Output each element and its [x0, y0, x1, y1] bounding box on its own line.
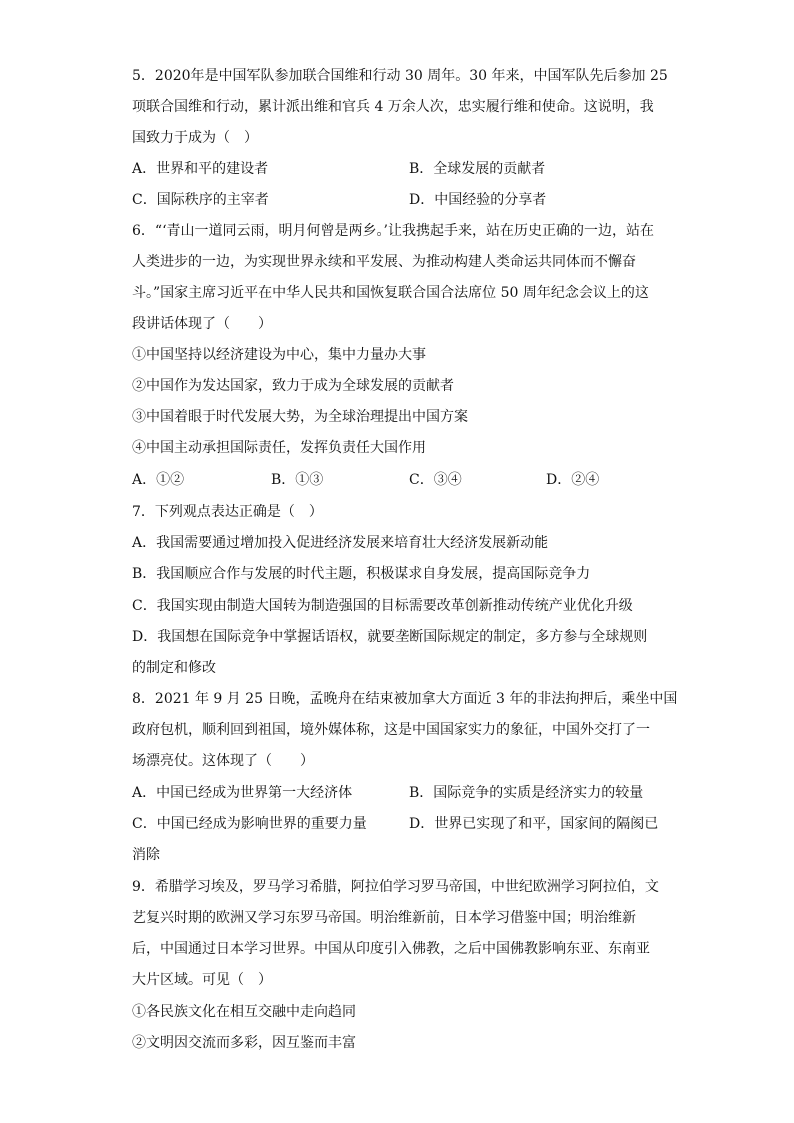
q9-stem-line-4: 大片区域。可见（ ） — [132, 972, 272, 988]
q6-stem-line-2: 人类进步的一边，为实现世界永续和平发展、为推动构建人类命运共同体而不懈奋 — [132, 254, 636, 270]
q8-stem-line-2: 政府包机，顺利回到祖国，境外媒体称，这是中国国家实力的象征，中国外交打了一 — [132, 722, 650, 738]
q9-stem-line-3: 后，中国通过日本学习世界。中国从印度引入佛教，之后中国佛教影响东亚、东南亚 — [132, 941, 650, 957]
q7-option-a: A．我国需要通过增加投入促进经济发展来培育壮大经济发展新动能 — [132, 535, 549, 551]
q5-option-a: A．世界和平的建设者 — [132, 161, 269, 177]
q8-option-a: A．中国已经成为世界第一大经济体 — [132, 785, 353, 801]
q8-stem-line-1: 8．2021 年 9 月 25 日晚，孟晚舟在结束被加拿大方面近 3 年的非法拘押后，乘坐中国 — [132, 691, 678, 707]
q6-option-a: A．①② — [132, 472, 185, 488]
q9-stem-line-2: 艺复兴时期的欧洲又学习东罗马帝国。明治维新前，日本学习借鉴中国；明治维新 — [132, 910, 636, 926]
q6-stem-line-4: 段讲话体现了（ ） — [132, 316, 272, 332]
q7-option-d-continued: 的制定和修改 — [132, 660, 216, 676]
q8-stem-line-3: 场漂亮仗。这体现了（ ） — [132, 753, 314, 769]
q7-option-b: B．我国顺应合作与发展的时代主题，积极谋求自身发展，提高国际竞争力 — [132, 566, 591, 582]
q8-option-c: C．中国已经成为影响世界的重要力量 — [132, 816, 367, 832]
q5-stem-line-2: 项联合国维和行动，累计派出维和官兵 4 万余人次，忠实履行维和使命。这说明，我 — [132, 99, 654, 115]
q5-stem-line-3: 国致力于成为（ ） — [132, 130, 258, 146]
q5-stem-line-1: 5．2020年是中国军队参加联合国维和行动 30 周年。30 年来，中国军队先后参加 25 — [132, 68, 668, 84]
q6-option-c: C．③④ — [409, 472, 462, 488]
q6-stem-line-3: 斗。”国家主席习近平在中华人民共和国恢复联合国合法席位 50 周年纪念会议上的这 — [132, 285, 649, 301]
q6-statement-1: ①中国坚持以经济建设为中心，集中力量办大事 — [132, 347, 426, 363]
q6-option-d: D．②④ — [546, 472, 600, 488]
q6-stem-line-1: 6．“‘青山一道同云雨，明月何曾是两乡。’让我携起手来，站在历史正确的一边，站在 — [132, 223, 654, 239]
q6-statement-2: ②中国作为发达国家，致力于成为全球发展的贡献者 — [132, 378, 454, 394]
q5-option-c: C．国际秩序的主宰者 — [132, 192, 269, 208]
q6-statement-3: ③中国着眼于时代发展大势，为全球治理提出中国方案 — [132, 409, 468, 425]
q9-stem-line-1: 9．希腊学习埃及，罗马学习希腊，阿拉伯学习罗马帝国，中世纪欧洲学习阿拉伯，文 — [132, 879, 659, 895]
q5-option-b: B．全球发展的贡献者 — [409, 161, 546, 177]
q9-statement-1: ①各民族文化在相互交融中走向趋同 — [132, 1004, 356, 1020]
q5-option-d: D．中国经验的分享者 — [409, 192, 547, 208]
q6-option-b: B．①③ — [271, 472, 324, 488]
q7-option-d: D．我国想在国际竞争中掌握话语权，就要垄断国际规定的制定，多方参与全球规则 — [132, 629, 648, 645]
q9-statement-2: ②文明因交流而多彩，因互鉴而丰富 — [132, 1035, 356, 1051]
q7-option-c: C．我国实现由制造大国转为制造强国的目标需要改革创新推动传统产业优化升级 — [132, 598, 633, 614]
q8-option-b: B．国际竞争的实质是经济实力的较量 — [409, 785, 644, 801]
q6-statement-4: ④中国主动承担国际责任，发挥负责任大国作用 — [132, 440, 426, 456]
q8-option-d: D．世界已实现了和平，国家间的隔阂已 — [409, 816, 659, 832]
q7-stem-line-1: 7．下列观点表达正确是（ ） — [132, 504, 323, 520]
q8-option-d-continued: 消除 — [132, 847, 160, 863]
